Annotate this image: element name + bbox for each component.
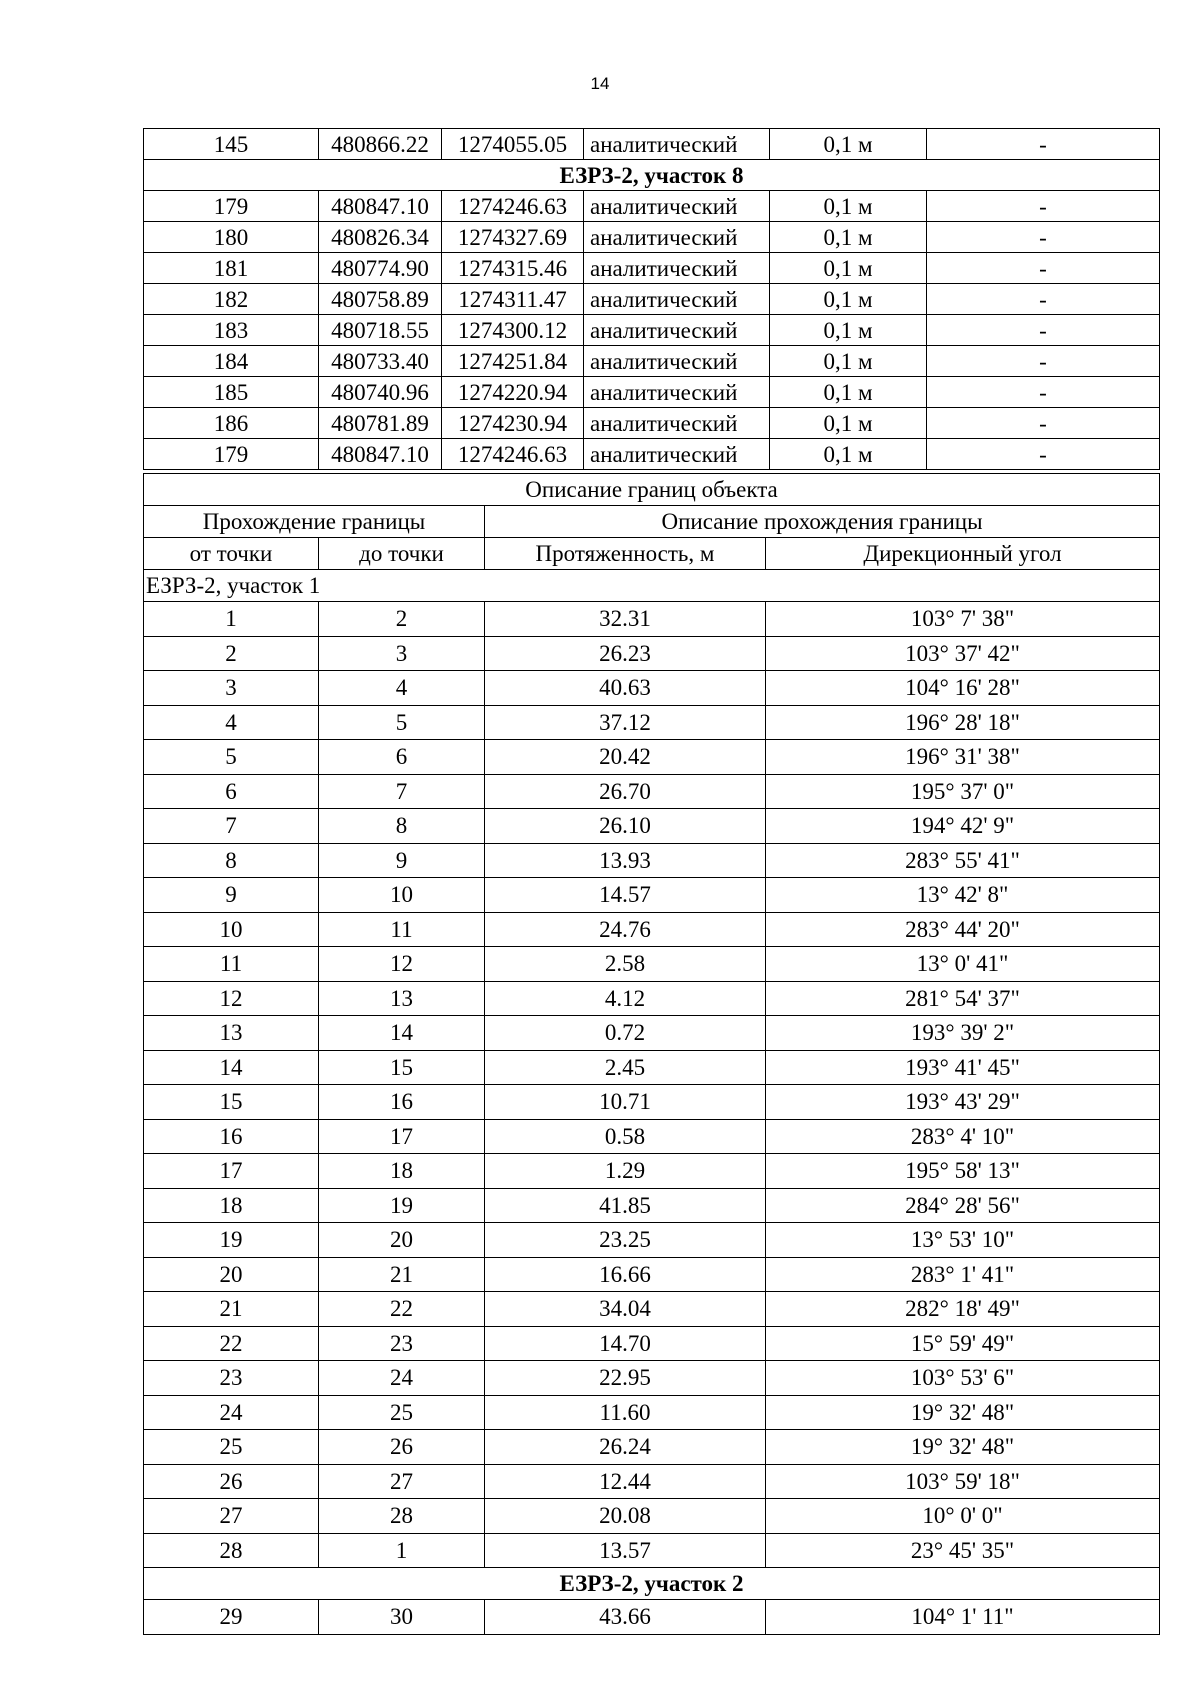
method: аналитический bbox=[584, 439, 770, 470]
to-point: 20 bbox=[319, 1223, 485, 1258]
note: - bbox=[927, 377, 1160, 408]
direction-angle: 103° 59' 18" bbox=[766, 1464, 1160, 1499]
direction-angle: 196° 28' 18" bbox=[766, 705, 1160, 740]
table-row bbox=[144, 1257, 1160, 1292]
table-row bbox=[144, 1119, 1160, 1154]
table-row bbox=[144, 1361, 1160, 1396]
point-number: 184 bbox=[144, 346, 319, 377]
table-row bbox=[144, 1430, 1160, 1465]
table-row bbox=[144, 1499, 1160, 1534]
direction-angle: 103° 37' 42" bbox=[766, 636, 1160, 671]
point-number: 185 bbox=[144, 377, 319, 408]
table-row bbox=[144, 740, 1160, 775]
length: 34.04 bbox=[485, 1292, 766, 1327]
to-point: 22 bbox=[319, 1292, 485, 1327]
direction-angle: 283° 55' 41" bbox=[766, 843, 1160, 878]
method: аналитический bbox=[584, 129, 770, 160]
section-row bbox=[144, 160, 1160, 191]
boundary-description-table bbox=[143, 473, 1160, 1635]
section-8-title: ЕЗРЗ-2, участок 8 bbox=[144, 160, 1160, 191]
table-row bbox=[144, 439, 1160, 470]
direction-angle: 23° 45' 35" bbox=[766, 1533, 1160, 1568]
from-point: 23 bbox=[144, 1361, 319, 1396]
direction-angle: 194° 42' 9" bbox=[766, 809, 1160, 844]
table-row bbox=[144, 981, 1160, 1016]
table-row bbox=[144, 284, 1160, 315]
length: 32.31 bbox=[485, 602, 766, 637]
from-point: 4 bbox=[144, 705, 319, 740]
direction-angle: 13° 0' 41" bbox=[766, 947, 1160, 982]
table-row bbox=[144, 1085, 1160, 1120]
direction-angle: 104° 16' 28" bbox=[766, 671, 1160, 706]
coordinate-x: 480826.34 bbox=[319, 222, 442, 253]
table-row bbox=[144, 315, 1160, 346]
method: аналитический bbox=[584, 408, 770, 439]
table-row bbox=[144, 1533, 1160, 1568]
coordinate-y: 1274300.12 bbox=[442, 315, 584, 346]
from-point: 3 bbox=[144, 671, 319, 706]
to-point: 9 bbox=[319, 843, 485, 878]
table-row bbox=[144, 1154, 1160, 1189]
length: 0.72 bbox=[485, 1016, 766, 1051]
length: 24.76 bbox=[485, 912, 766, 947]
length: 13.93 bbox=[485, 843, 766, 878]
to-point: 25 bbox=[319, 1395, 485, 1430]
from-point: 22 bbox=[144, 1326, 319, 1361]
length: 26.23 bbox=[485, 636, 766, 671]
table-row bbox=[144, 912, 1160, 947]
method: аналитический bbox=[584, 222, 770, 253]
length: 22.95 bbox=[485, 1361, 766, 1396]
header-description: Описание прохождения границы bbox=[485, 506, 1160, 538]
accuracy: 0,1 м bbox=[770, 253, 927, 284]
table-row bbox=[144, 947, 1160, 982]
table-row bbox=[144, 809, 1160, 844]
direction-angle: 193° 41' 45" bbox=[766, 1050, 1160, 1085]
from-point: 27 bbox=[144, 1499, 319, 1534]
table-row bbox=[144, 1395, 1160, 1430]
direction-angle: 195° 58' 13" bbox=[766, 1154, 1160, 1189]
point-number: 186 bbox=[144, 408, 319, 439]
table-row bbox=[144, 346, 1160, 377]
coordinate-x: 480733.40 bbox=[319, 346, 442, 377]
method: аналитический bbox=[584, 346, 770, 377]
direction-angle: 283° 1' 41" bbox=[766, 1257, 1160, 1292]
from-point: 21 bbox=[144, 1292, 319, 1327]
table-row bbox=[144, 1600, 1160, 1635]
table-row bbox=[144, 1464, 1160, 1499]
point-number: 183 bbox=[144, 315, 319, 346]
note: - bbox=[927, 346, 1160, 377]
point-number: 145 bbox=[144, 129, 319, 160]
section-1-title: ЕЗРЗ-2, участок 1 bbox=[144, 570, 1160, 602]
col-to-header: до точки bbox=[319, 538, 485, 570]
from-point: 19 bbox=[144, 1223, 319, 1258]
coordinate-y: 1274311.47 bbox=[442, 284, 584, 315]
table-row bbox=[144, 1050, 1160, 1085]
accuracy: 0,1 м bbox=[770, 129, 927, 160]
coordinate-y: 1274251.84 bbox=[442, 346, 584, 377]
length: 14.57 bbox=[485, 878, 766, 913]
from-point: 11 bbox=[144, 947, 319, 982]
to-point: 3 bbox=[319, 636, 485, 671]
to-point: 17 bbox=[319, 1119, 485, 1154]
length: 37.12 bbox=[485, 705, 766, 740]
coordinate-x: 480740.96 bbox=[319, 377, 442, 408]
method: аналитический bbox=[584, 284, 770, 315]
coordinate-y: 1274246.63 bbox=[442, 191, 584, 222]
direction-angle: 283° 44' 20" bbox=[766, 912, 1160, 947]
direction-angle: 283° 4' 10" bbox=[766, 1119, 1160, 1154]
from-point: 17 bbox=[144, 1154, 319, 1189]
length: 10.71 bbox=[485, 1085, 766, 1120]
to-point: 6 bbox=[319, 740, 485, 775]
direction-angle: 195° 37' 0" bbox=[766, 774, 1160, 809]
to-point: 19 bbox=[319, 1188, 485, 1223]
coordinate-x: 480774.90 bbox=[319, 253, 442, 284]
table-row bbox=[144, 1016, 1160, 1051]
direction-angle: 284° 28' 56" bbox=[766, 1188, 1160, 1223]
point-number: 182 bbox=[144, 284, 319, 315]
to-point: 7 bbox=[319, 774, 485, 809]
to-point: 26 bbox=[319, 1430, 485, 1465]
to-point: 16 bbox=[319, 1085, 485, 1120]
length: 13.57 bbox=[485, 1533, 766, 1568]
from-point: 6 bbox=[144, 774, 319, 809]
length: 40.63 bbox=[485, 671, 766, 706]
direction-angle: 104° 1' 11" bbox=[766, 1600, 1160, 1635]
from-point: 2 bbox=[144, 636, 319, 671]
to-point: 27 bbox=[319, 1464, 485, 1499]
from-point: 16 bbox=[144, 1119, 319, 1154]
from-point: 1 bbox=[144, 602, 319, 637]
coordinate-x: 480847.10 bbox=[319, 439, 442, 470]
to-point: 5 bbox=[319, 705, 485, 740]
length: 2.58 bbox=[485, 947, 766, 982]
to-point: 8 bbox=[319, 809, 485, 844]
col-angle-header: Дирекционный угол bbox=[766, 538, 1160, 570]
accuracy: 0,1 м bbox=[770, 315, 927, 346]
from-point: 5 bbox=[144, 740, 319, 775]
table-row bbox=[144, 878, 1160, 913]
accuracy: 0,1 м bbox=[770, 439, 927, 470]
method: аналитический bbox=[584, 253, 770, 284]
length: 26.70 bbox=[485, 774, 766, 809]
note: - bbox=[927, 129, 1160, 160]
length: 2.45 bbox=[485, 1050, 766, 1085]
col-from-header: от точки bbox=[144, 538, 319, 570]
table-row bbox=[144, 705, 1160, 740]
coordinate-y: 1274055.05 bbox=[442, 129, 584, 160]
direction-angle: 193° 39' 2" bbox=[766, 1016, 1160, 1051]
accuracy: 0,1 м bbox=[770, 222, 927, 253]
coordinate-y: 1274220.94 bbox=[442, 377, 584, 408]
table-row bbox=[144, 1326, 1160, 1361]
to-point: 18 bbox=[319, 1154, 485, 1189]
from-point: 15 bbox=[144, 1085, 319, 1120]
method: аналитический bbox=[584, 191, 770, 222]
from-point: 26 bbox=[144, 1464, 319, 1499]
point-number: 181 bbox=[144, 253, 319, 284]
coordinate-y: 1274315.46 bbox=[442, 253, 584, 284]
table-row bbox=[144, 1188, 1160, 1223]
from-point: 10 bbox=[144, 912, 319, 947]
length: 4.12 bbox=[485, 981, 766, 1016]
note: - bbox=[927, 408, 1160, 439]
to-point: 10 bbox=[319, 878, 485, 913]
table-row bbox=[144, 253, 1160, 284]
from-point: 28 bbox=[144, 1533, 319, 1568]
accuracy: 0,1 м bbox=[770, 408, 927, 439]
length: 14.70 bbox=[485, 1326, 766, 1361]
direction-angle: 193° 43' 29" bbox=[766, 1085, 1160, 1120]
direction-angle: 19° 32' 48" bbox=[766, 1395, 1160, 1430]
table-row bbox=[144, 1292, 1160, 1327]
direction-angle: 15° 59' 49" bbox=[766, 1326, 1160, 1361]
length: 41.85 bbox=[485, 1188, 766, 1223]
coordinate-x: 480866.22 bbox=[319, 129, 442, 160]
from-point: 20 bbox=[144, 1257, 319, 1292]
length: 20.42 bbox=[485, 740, 766, 775]
coordinate-y: 1274327.69 bbox=[442, 222, 584, 253]
note: - bbox=[927, 253, 1160, 284]
from-point: 24 bbox=[144, 1395, 319, 1430]
length: 23.25 bbox=[485, 1223, 766, 1258]
col-length-header: Протяженность, м bbox=[485, 538, 766, 570]
direction-angle: 13° 42' 8" bbox=[766, 878, 1160, 913]
to-point: 1 bbox=[319, 1533, 485, 1568]
from-point: 7 bbox=[144, 809, 319, 844]
direction-angle: 196° 31' 38" bbox=[766, 740, 1160, 775]
from-point: 12 bbox=[144, 981, 319, 1016]
to-point: 30 bbox=[319, 1600, 485, 1635]
accuracy: 0,1 м bbox=[770, 346, 927, 377]
note: - bbox=[927, 222, 1160, 253]
direction-angle: 10° 0' 0" bbox=[766, 1499, 1160, 1534]
point-number: 179 bbox=[144, 191, 319, 222]
method: аналитический bbox=[584, 377, 770, 408]
note: - bbox=[927, 315, 1160, 346]
from-point: 14 bbox=[144, 1050, 319, 1085]
note: - bbox=[927, 284, 1160, 315]
length: 26.10 bbox=[485, 809, 766, 844]
from-point: 29 bbox=[144, 1600, 319, 1635]
to-point: 2 bbox=[319, 602, 485, 637]
direction-angle: 19° 32' 48" bbox=[766, 1430, 1160, 1465]
coordinate-x: 480718.55 bbox=[319, 315, 442, 346]
header-passage: Прохождение границы bbox=[144, 506, 485, 538]
length: 12.44 bbox=[485, 1464, 766, 1499]
note: - bbox=[927, 191, 1160, 222]
direction-angle: 103° 7' 38" bbox=[766, 602, 1160, 637]
table-row bbox=[144, 602, 1160, 637]
length: 16.66 bbox=[485, 1257, 766, 1292]
accuracy: 0,1 м bbox=[770, 191, 927, 222]
table-row bbox=[144, 843, 1160, 878]
length: 11.60 bbox=[485, 1395, 766, 1430]
coordinates-table bbox=[143, 128, 1160, 470]
section-2-title: ЕЗРЗ-2, участок 2 bbox=[144, 1568, 1160, 1600]
direction-angle: 281° 54' 37" bbox=[766, 981, 1160, 1016]
table-row bbox=[144, 377, 1160, 408]
from-point: 25 bbox=[144, 1430, 319, 1465]
note: - bbox=[927, 439, 1160, 470]
coordinate-x: 480758.89 bbox=[319, 284, 442, 315]
to-point: 21 bbox=[319, 1257, 485, 1292]
length: 20.08 bbox=[485, 1499, 766, 1534]
to-point: 14 bbox=[319, 1016, 485, 1051]
length: 26.24 bbox=[485, 1430, 766, 1465]
to-point: 15 bbox=[319, 1050, 485, 1085]
to-point: 24 bbox=[319, 1361, 485, 1396]
direction-angle: 13° 53' 10" bbox=[766, 1223, 1160, 1258]
to-point: 13 bbox=[319, 981, 485, 1016]
method: аналитический bbox=[584, 315, 770, 346]
length: 1.29 bbox=[485, 1154, 766, 1189]
from-point: 8 bbox=[144, 843, 319, 878]
to-point: 23 bbox=[319, 1326, 485, 1361]
table-row bbox=[144, 671, 1160, 706]
coordinate-x: 480781.89 bbox=[319, 408, 442, 439]
table-row bbox=[144, 129, 1160, 160]
table-row bbox=[144, 1223, 1160, 1258]
from-point: 18 bbox=[144, 1188, 319, 1223]
table-row bbox=[144, 191, 1160, 222]
coordinate-x: 480847.10 bbox=[319, 191, 442, 222]
coordinate-y: 1274246.63 bbox=[442, 439, 584, 470]
from-point: 13 bbox=[144, 1016, 319, 1051]
table-row bbox=[144, 774, 1160, 809]
boundary-title: Описание границ объекта bbox=[144, 474, 1160, 506]
table-row bbox=[144, 408, 1160, 439]
page-number: 14 bbox=[590, 74, 610, 93]
to-point: 4 bbox=[319, 671, 485, 706]
table-row bbox=[144, 222, 1160, 253]
point-number: 179 bbox=[144, 439, 319, 470]
coordinate-y: 1274230.94 bbox=[442, 408, 584, 439]
to-point: 28 bbox=[319, 1499, 485, 1534]
from-point: 9 bbox=[144, 878, 319, 913]
direction-angle: 282° 18' 49" bbox=[766, 1292, 1160, 1327]
accuracy: 0,1 м bbox=[770, 377, 927, 408]
to-point: 12 bbox=[319, 947, 485, 982]
point-number: 180 bbox=[144, 222, 319, 253]
to-point: 11 bbox=[319, 912, 485, 947]
accuracy: 0,1 м bbox=[770, 284, 927, 315]
direction-angle: 103° 53' 6" bbox=[766, 1361, 1160, 1396]
length: 0.58 bbox=[485, 1119, 766, 1154]
table-row bbox=[144, 636, 1160, 671]
length: 43.66 bbox=[485, 1600, 766, 1635]
